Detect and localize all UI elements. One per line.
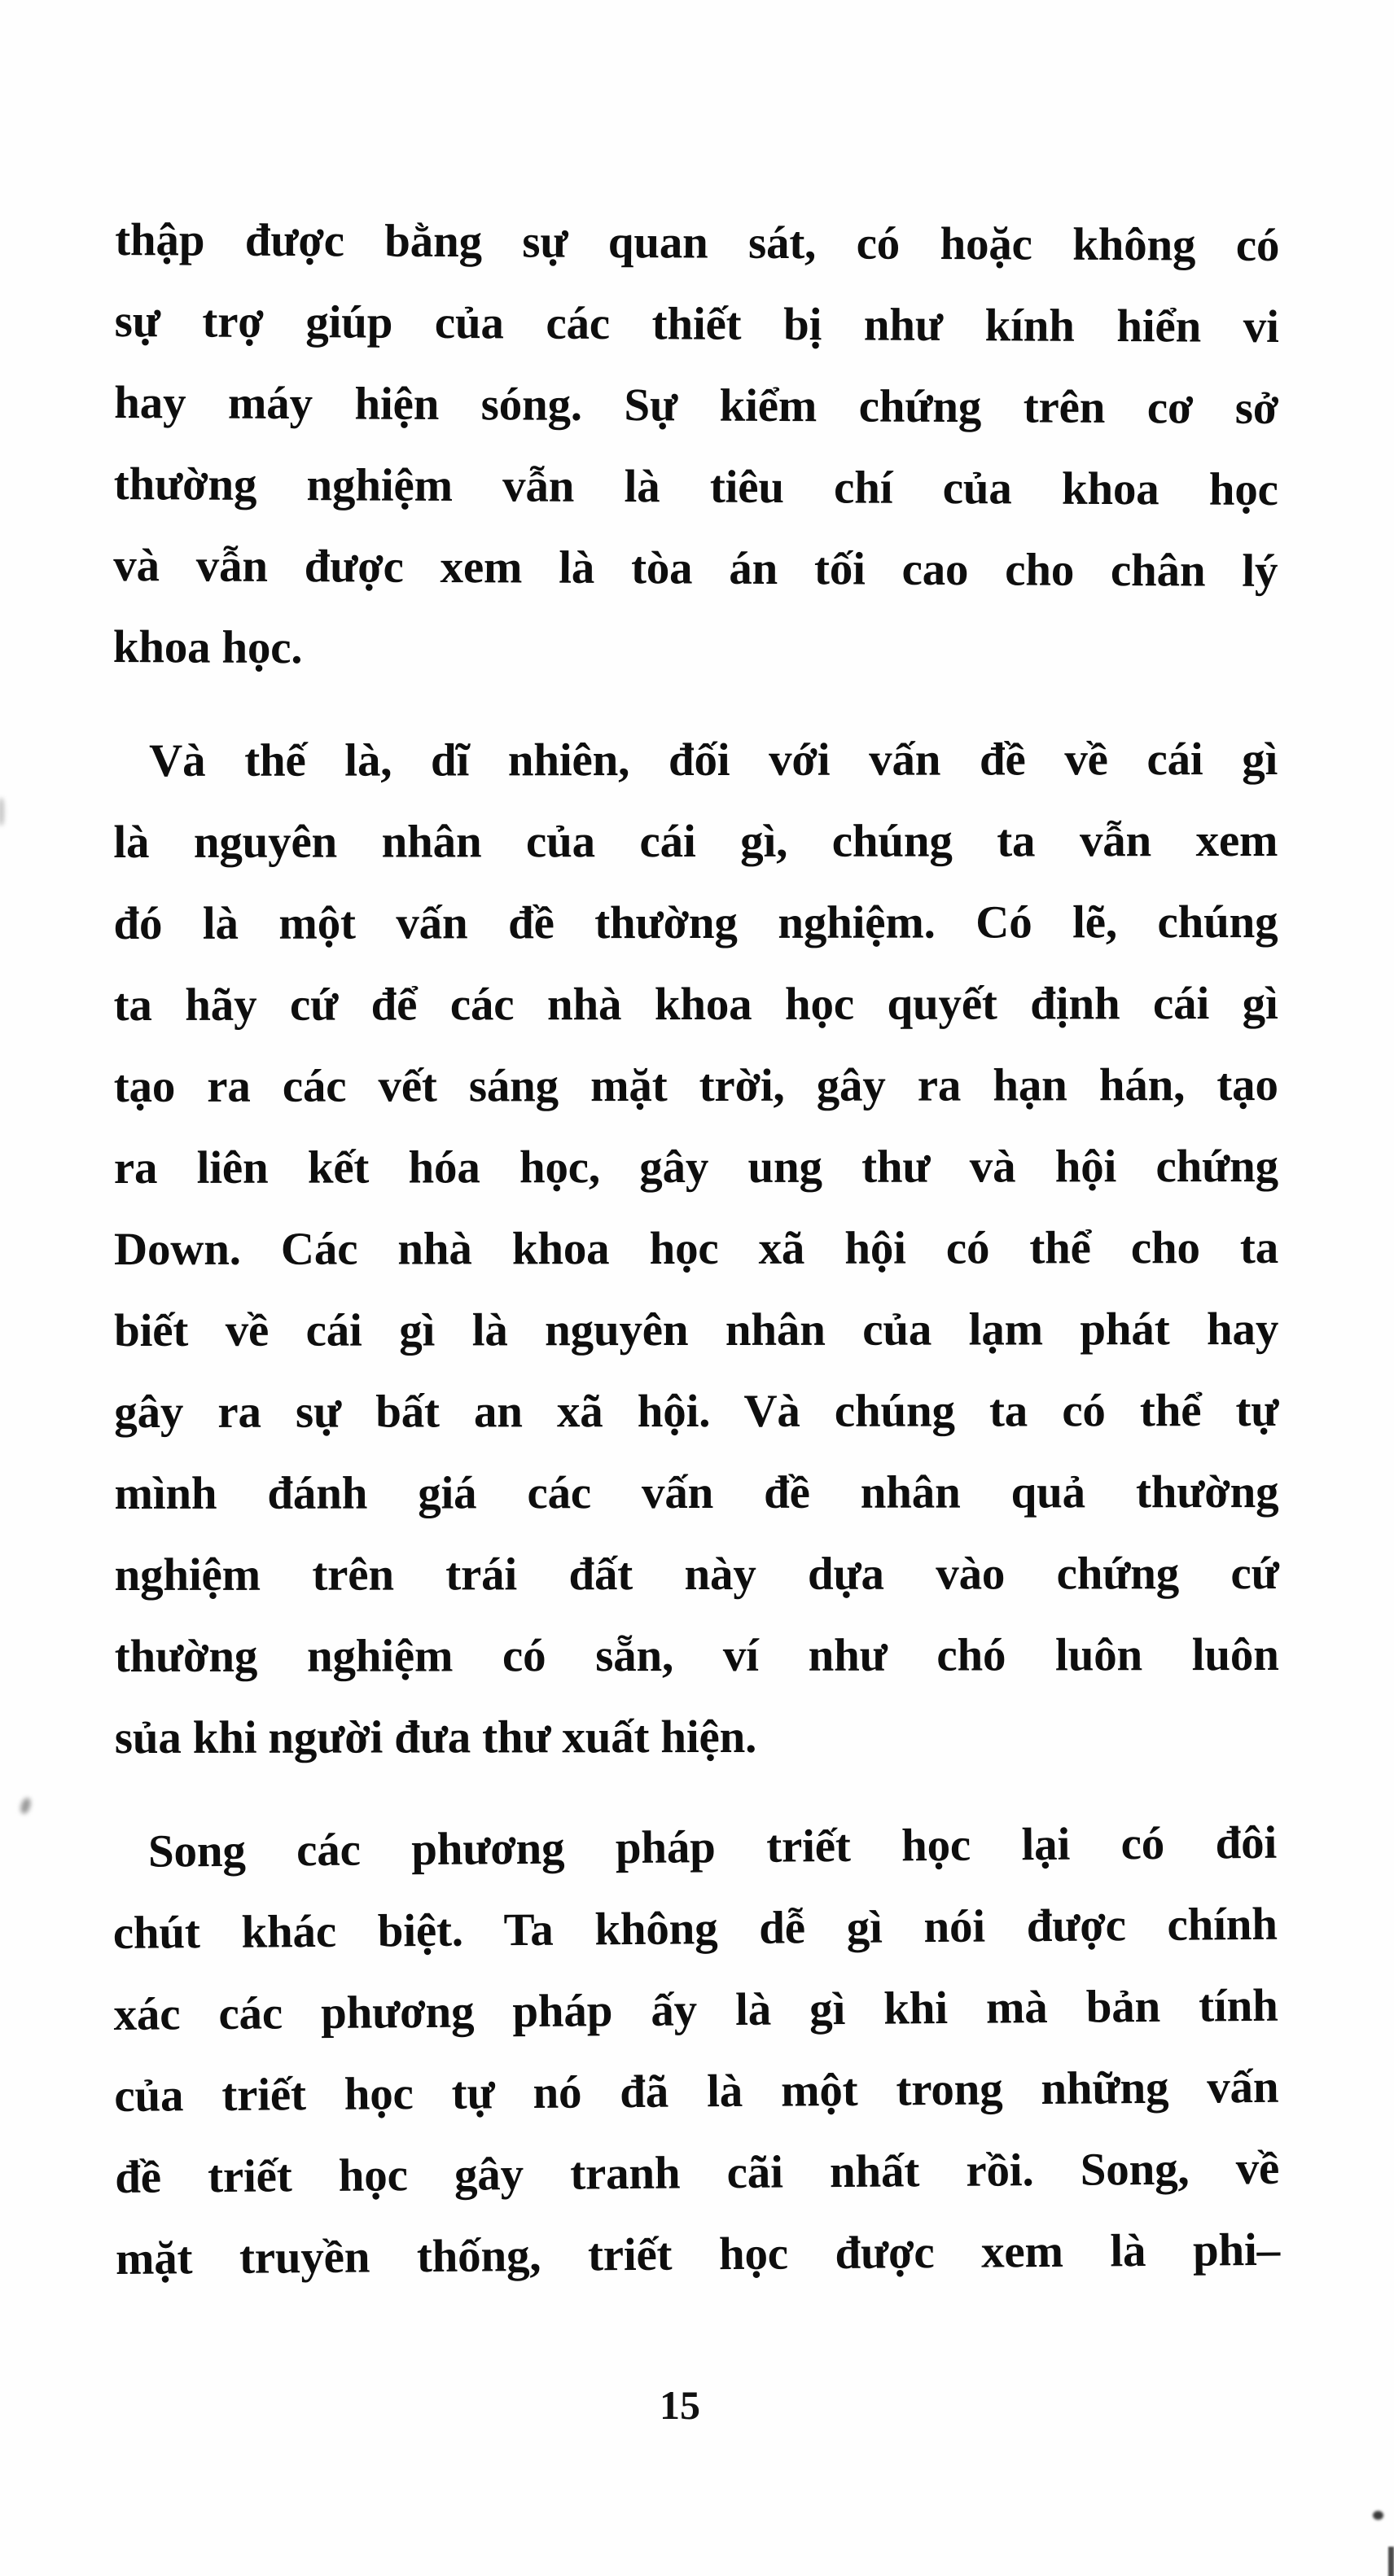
text-line: ra liên kết hóa học, gây ung thư và hội chứng [113, 1141, 1278, 1194]
text-line: thường nghiệm có sẵn, ví như chó luôn luôn [114, 1629, 1279, 1682]
text-line: nghiệm trên trái đất này dựa vào chứng cứ [114, 1548, 1279, 1601]
text-line: và vẫn được xem là tòa án tối cao cho chân lý [113, 539, 1278, 597]
text-line: Song các phương pháp triết học lại có đôi [147, 1816, 1278, 1877]
text-line: đề triết học gây tranh cãi nhất rồi. Song, về [114, 2142, 1280, 2203]
text-line: ta hãy cứ để các nhà khoa học quyết định cái gì [113, 978, 1278, 1032]
text-line: thập được bằng sự quan sát, có hoặc không có [115, 214, 1280, 271]
text-line: mặt truyền thống, triết học được xem là phi– [115, 2223, 1281, 2285]
text-line: sự trợ giúp của các thiết bị như kính hiển vi [114, 296, 1279, 353]
page-number: 15 [660, 2382, 700, 2428]
page-text-block [112, 199, 1281, 2333]
scan-streak-artifact [1388, 2547, 1394, 2576]
scan-smudge-artifact [0, 798, 4, 826]
paragraph [112, 1803, 1281, 2300]
text-line: khoa học. [112, 620, 303, 674]
paragraph [113, 199, 1280, 694]
text-line: chút khác biệt. Ta không dễ gì nói được chính [112, 1898, 1278, 1960]
text-line: Và thế là, dĩ nhiên, đối với vấn đề về cái gì [149, 734, 1278, 786]
paragraph [113, 719, 1279, 1779]
text-line: tạo ra các vết sáng mặt trời, gây ra hạn hán, tạo [113, 1059, 1278, 1113]
text-line: biết về cái gì là nguyên nhân của lạm phát hay [114, 1303, 1279, 1356]
text-line: mình đánh giá các vấn đề nhân quả thường [114, 1466, 1279, 1519]
text-line: của triết học tự nó đã là một trong những vấn [114, 2061, 1279, 2122]
text-line: là nguyên nhân của cái gì, chúng ta vẫn xem [113, 815, 1278, 869]
text-line: xác các phương pháp ấy là gì khi mà bản tính [113, 1979, 1278, 2041]
text-line: thường nghiệm vẫn là tiêu chí của khoa học [113, 458, 1278, 515]
text-line: đó là một vấn đề thường nghiệm. Có lẽ, chúng [113, 896, 1278, 950]
text-line: sủa khi người đưa thư xuất hiện. [114, 1711, 757, 1763]
scan-speck-artifact [1373, 2511, 1383, 2520]
text-line: hay máy hiện sóng. Sự kiểm chứng trên cơ sở [114, 377, 1279, 434]
scan-smudge-artifact [19, 1797, 33, 1815]
text-line: gây ra sự bất an xã hội. Và chúng ta có thể tự [114, 1385, 1279, 1438]
text-line: Down. Các nhà khoa học xã hội có thể cho ta [113, 1222, 1279, 1275]
